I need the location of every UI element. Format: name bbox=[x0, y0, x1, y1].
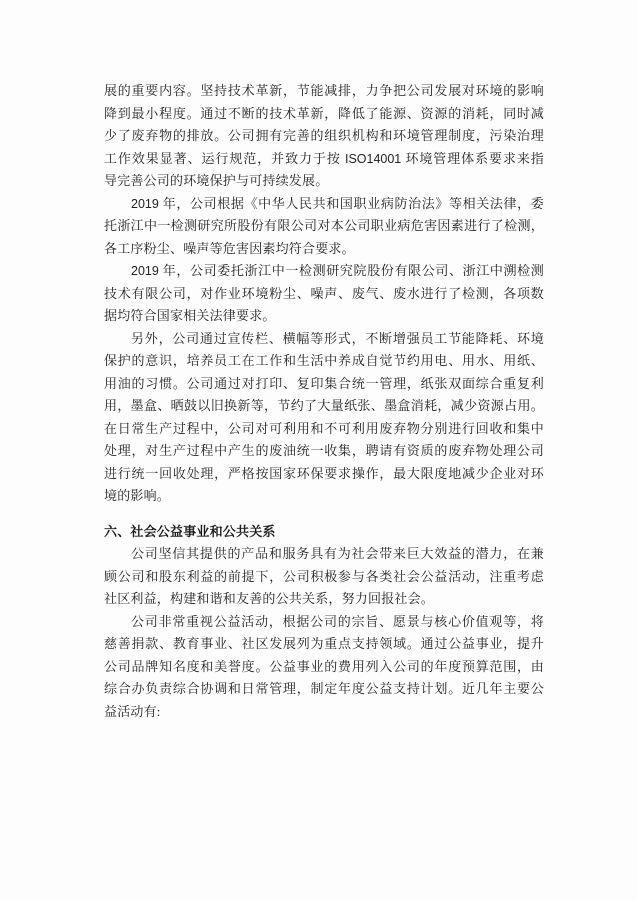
text-line: 据均符合国家相关法律要求。 bbox=[104, 308, 276, 323]
text-line: 另外，公司通过宣传栏、横幅等形式，不断增强员工节能降耗、环境 bbox=[131, 330, 544, 346]
text-line: 进行统一回收处理，严格按国家环保要求操作，最大限度地减少企业对环 bbox=[104, 465, 544, 481]
text-line: 用，墨盒、晒鼓以旧换新等，节约了大量纸张、墨盒消耗，减少资源占用。 bbox=[104, 398, 544, 413]
text-line: 托浙江中一检测研究所股份有限公司对本公司职业病危害因素进行了检测， bbox=[104, 218, 544, 233]
latin-text: ISO14001 bbox=[344, 151, 402, 166]
text-line: 技术有限公司，对作业环境粉尘、噪声、废气、废水进行了检测，各项数 bbox=[104, 285, 544, 301]
text-line: 公司坚信其提供的产品和服务具有为社会带来巨大效益的潜力，在兼 bbox=[131, 546, 544, 561]
text-line: 综合办负责综合协调和日常管理，制定年度公益支持计划。近几年主要公 bbox=[104, 681, 544, 696]
text-line: 公司品牌知名度和美誉度。公益事业的费用列入公司的年度预算范围，由 bbox=[104, 658, 544, 674]
paragraph bbox=[104, 260, 544, 328]
section-heading: 六、社会公益事业和公共关系 bbox=[104, 523, 276, 539]
text-line: 境的影响。 bbox=[104, 488, 171, 503]
text-line: 降到最小程度。通过不断的技术革新，降低了能源、资源的消耗，同时减 bbox=[104, 105, 544, 121]
text-line: 用油的习惯。公司通过对打印、复印集合统一管理，纸张双面综合重复利 bbox=[104, 375, 544, 391]
text-line: 展的重要内容。坚持技术革新，节能减排，力争把公司发展对环境的影响 bbox=[104, 83, 544, 98]
text-line: 工作效果显著、运行规范，并致力于按 ISO14001 环境管理体系要求来指 bbox=[104, 150, 544, 166]
paragraph bbox=[104, 611, 544, 724]
text-line: 少了废弃物的排放。公司拥有完善的组织机构和环境管理制度，污染治理 bbox=[104, 128, 544, 143]
paragraph bbox=[104, 543, 544, 611]
text-line: 导完善公司的环境保护与可持续发展。 bbox=[104, 173, 329, 188]
text-line: 社区利益，构建和谐和友善的公共关系，努力回报社会。 bbox=[104, 591, 435, 606]
text-line: 在日常生产过程中，公司对可利用和不可利用废弃物分别进行回收和集中 bbox=[104, 420, 544, 436]
latin-text: 2019 bbox=[131, 264, 159, 278]
text-line: 各工序粉尘、噪声等危害因素均符合要求。 bbox=[104, 240, 355, 256]
paragraph bbox=[104, 328, 544, 508]
text-line: 益活动有: bbox=[104, 703, 161, 719]
text-line: 慈善捐款、教育事业、社区发展列为重点支持领域。通过公益事业，提升 bbox=[104, 636, 544, 651]
text-line: 2019 年，公司根据《中华人民共和国职业病防治法》等相关法律，委 bbox=[131, 195, 544, 211]
text-line: 2019 年，公司委托浙江中一检测研究院股份有限公司、浙江中溯检测 bbox=[131, 263, 544, 278]
paragraph bbox=[104, 193, 544, 261]
text-line: 公司非常重视公益活动，根据公司的宗旨、愿景与核心价值观等，将 bbox=[131, 613, 544, 629]
text-line: 顾公司和股东利益的前提下，公司积极参与各类社会公益活动，注重考虑 bbox=[104, 568, 544, 584]
latin-text: 2019 bbox=[131, 196, 159, 211]
text-content bbox=[104, 80, 544, 723]
text-line: 处理，对生产过程中产生的废油统一收集，聘请有资质的废弃物处理公司 bbox=[104, 443, 544, 458]
paragraph bbox=[104, 80, 544, 193]
text-line: 保护的意识，培养员工在工作和生活中养成自觉节约用电、用水、用纸、 bbox=[104, 353, 544, 368]
